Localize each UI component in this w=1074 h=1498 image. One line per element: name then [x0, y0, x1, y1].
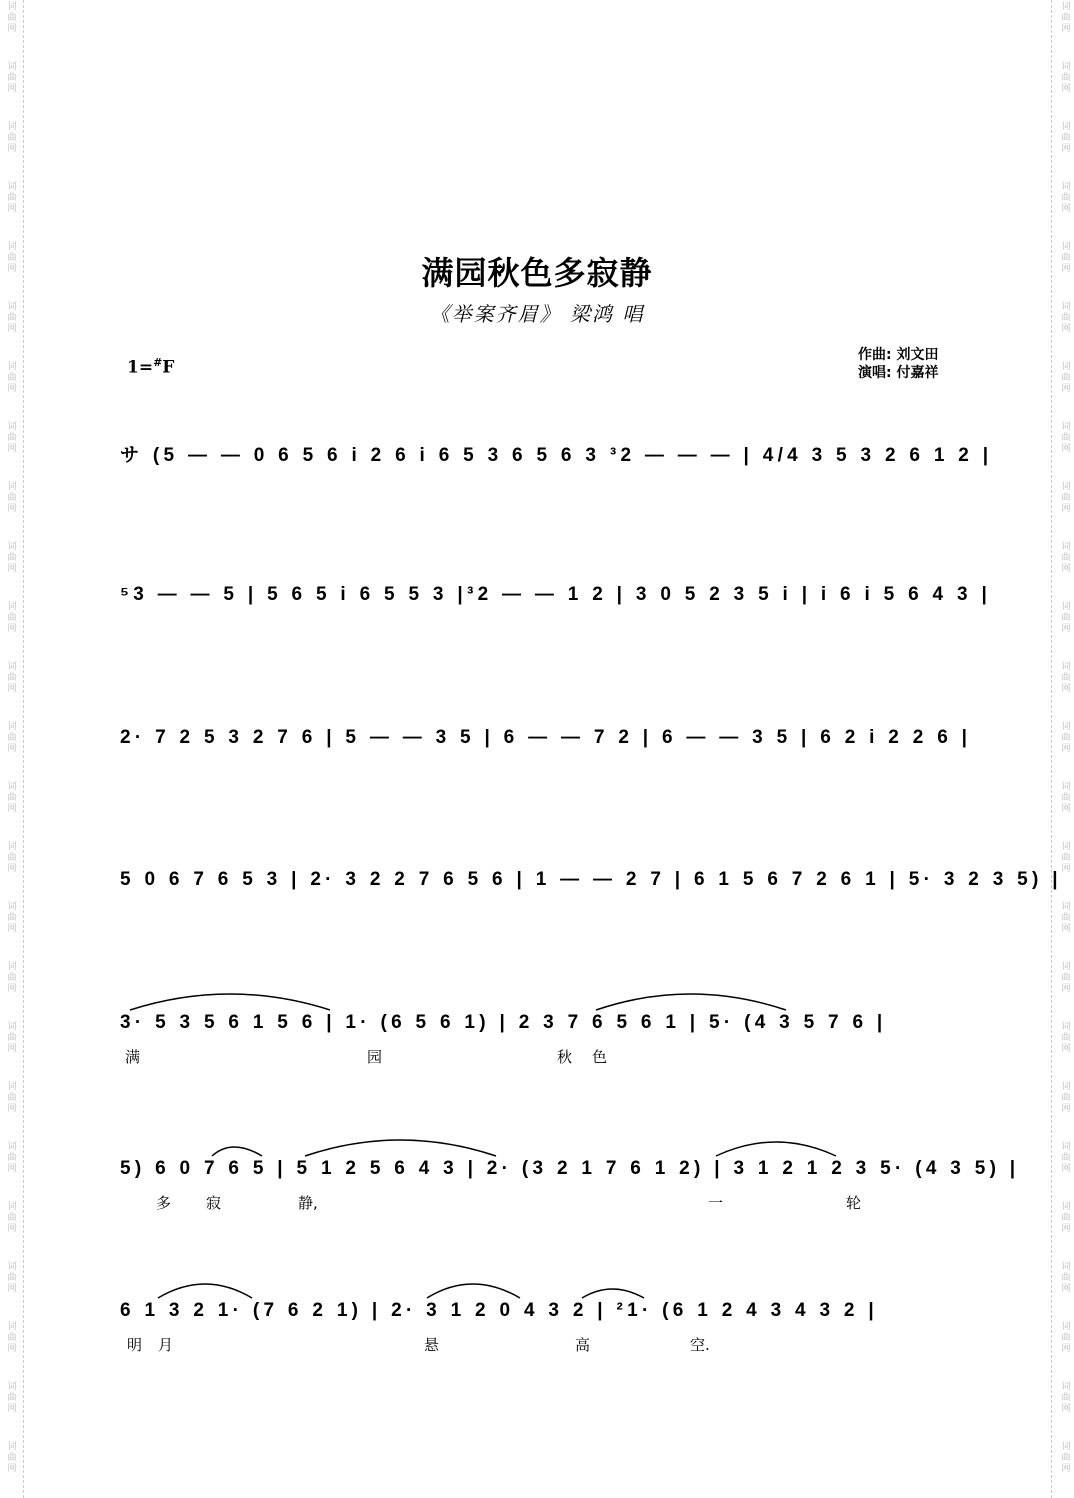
score-line-4	[0, 869, 1074, 909]
watermark-text: 词 曲 网	[1061, 1442, 1071, 1474]
lyric-word: 一	[708, 1194, 724, 1212]
watermark-text: 词 曲 网	[1061, 2, 1071, 34]
watermark-text: 词 曲 网	[1061, 182, 1071, 214]
notation: 5 0 6 7 6 5 3 | 2· 3 2 2 7 6 5 6 | 1 — — 2 7 | 6 1 5 6 7 2 6 1 | 5· 3 2 3 5) |	[120, 869, 1062, 890]
watermark-text: 词 曲 网	[7, 362, 17, 394]
watermark-text: 词 曲 网	[1061, 902, 1071, 934]
watermark-text: 词 曲 网	[1061, 1262, 1071, 1294]
watermark-text: 词 曲 网	[1061, 362, 1071, 394]
watermark-text: 词 曲 网	[1061, 302, 1071, 334]
notation: 2· 7 2 5 3 2 7 6 | 5 — — 3 5 | 6 — — 7 2 | 6 — — 3 5 | 6 2 i 2 2 6 |	[120, 727, 972, 748]
lyric-word: 轮	[846, 1194, 862, 1212]
lyric-word: 满	[125, 1048, 141, 1066]
key-note: F	[162, 357, 175, 378]
lyric-word: 悬	[424, 1336, 440, 1354]
watermark-text: 词 曲 网	[1061, 962, 1071, 994]
key-sharp: #	[153, 356, 163, 369]
credits	[858, 346, 938, 382]
watermark-text: 词 曲 网	[7, 1322, 17, 1354]
key-signature	[127, 356, 174, 378]
watermark-text: 词 曲 网	[1061, 1322, 1071, 1354]
watermark-text: 词 曲 网	[1061, 542, 1071, 574]
watermark-text: 词 曲 网	[7, 1382, 17, 1414]
watermark-text: 词 曲 网	[7, 782, 17, 814]
lyric-word: 寂	[206, 1194, 222, 1212]
watermark-text: 词 曲 网	[7, 542, 17, 574]
score-line-3	[0, 727, 1074, 767]
watermark-text: 词 曲 网	[7, 1142, 17, 1174]
watermark-text: 词 曲 网	[7, 182, 17, 214]
lyric-word: 明	[127, 1336, 143, 1354]
watermark-text: 词 曲 网	[1061, 1082, 1071, 1114]
composer-credit: 作曲: 刘文田	[858, 347, 939, 363]
watermark-text: 词 曲 网	[1061, 422, 1071, 454]
lyric-word: 月	[158, 1336, 174, 1354]
watermark-text: 词 曲 网	[7, 602, 17, 634]
watermark-text: 词 曲 网	[7, 242, 17, 274]
lyrics-line-6	[0, 1192, 1074, 1216]
watermark-text: 词 曲 网	[7, 1262, 17, 1294]
watermark-text: 词 曲 网	[7, 902, 17, 934]
watermark-text: 词 曲 网	[1061, 602, 1071, 634]
watermark-text: 词 曲 网	[1061, 842, 1071, 874]
watermark-text: 词 曲 网	[1061, 1142, 1071, 1174]
score-line-1	[0, 440, 1074, 480]
watermark-text: 词 曲 网	[1061, 62, 1071, 94]
watermark-text: 词 曲 网	[7, 1022, 17, 1054]
watermark-text: 词 曲 网	[7, 962, 17, 994]
notation: 5) 6 0 7 6 5 | 5 1 2 5 6 4 3 | 2· (3 2 1 7 6 1 2) | 3 1 2 1 2 3 5· (4 3 5) |	[120, 1158, 1020, 1179]
watermark-text: 词 曲 网	[7, 482, 17, 514]
page-title: 满园秋色多寂静	[421, 254, 653, 292]
lyric-word: 秋	[557, 1048, 573, 1066]
watermark-text: 词 曲 网	[1061, 1022, 1071, 1054]
notation: 6 1 3 2 1· (7 6 2 1) | 2· 3 1 2 0 4 3 2 | ²1· (6 1 2 4 3 4 3 2 |	[120, 1300, 878, 1321]
lyrics-line-7	[0, 1334, 1074, 1358]
watermark-text: 词 曲 网	[1061, 1202, 1071, 1234]
watermark-text: 词 曲 网	[7, 1442, 17, 1474]
watermark-text: 词 曲 网	[1061, 482, 1071, 514]
lyric-word: 园	[367, 1048, 383, 1066]
watermark-text: 词 曲 网	[1061, 722, 1071, 754]
lyrics-line-5	[0, 1046, 1074, 1070]
watermark-text: 词 曲 网	[1061, 1382, 1071, 1414]
lyric-word: 多	[156, 1194, 172, 1212]
key-prefix: 1=	[127, 357, 154, 378]
notation: サ (5 — — 0 6 5 6 i 2 6 i 6 5 3 6 5 6 3 ³2 — — — | 4/4 3 5 3 2 6 1 2 |	[120, 445, 993, 466]
watermark-text: 词 曲 网	[7, 122, 17, 154]
lyric-word: 空.	[690, 1336, 710, 1354]
watermark-text: 词 曲 网	[7, 662, 17, 694]
lyric-word: 高	[575, 1336, 591, 1354]
watermark-text: 词 曲 网	[7, 2, 17, 34]
watermark-text: 词 曲 网	[1061, 122, 1071, 154]
watermark-text: 词 曲 网	[7, 842, 17, 874]
watermark-text: 词 曲 网	[7, 62, 17, 94]
notation: 3· 5 3 5 6 1 5 6 | 1· (6 5 6 1) | 2 3 7 6 5 6 1 | 5· (4 3 5 7 6 |	[120, 1012, 887, 1033]
watermark-text: 词 曲 网	[7, 722, 17, 754]
lyric-word: 静,	[298, 1194, 318, 1212]
watermark-text: 词 曲 网	[7, 1202, 17, 1234]
watermark-text: 词 曲 网	[7, 1082, 17, 1114]
singer-credit: 演唱: 付嘉祥	[858, 365, 939, 381]
watermark-text: 词 曲 网	[1061, 782, 1071, 814]
watermark-text: 词 曲 网	[1061, 242, 1071, 274]
page-subtitle: 《举案齐眉》 梁鸿 唱	[429, 302, 645, 326]
watermark-text: 词 曲 网	[7, 422, 17, 454]
score-line-2	[0, 584, 1074, 624]
watermark-text: 词 曲 网	[7, 302, 17, 334]
watermark-text: 词 曲 网	[1061, 662, 1071, 694]
notation: ⁵3 — — 5 | 5 6 5 i 6 5 5 3 |³2 — — 1 2 | 3 0 5 2 3 5 i | i 6 i 5 6 4 3 |	[120, 584, 992, 605]
lyric-word: 色	[592, 1048, 608, 1066]
